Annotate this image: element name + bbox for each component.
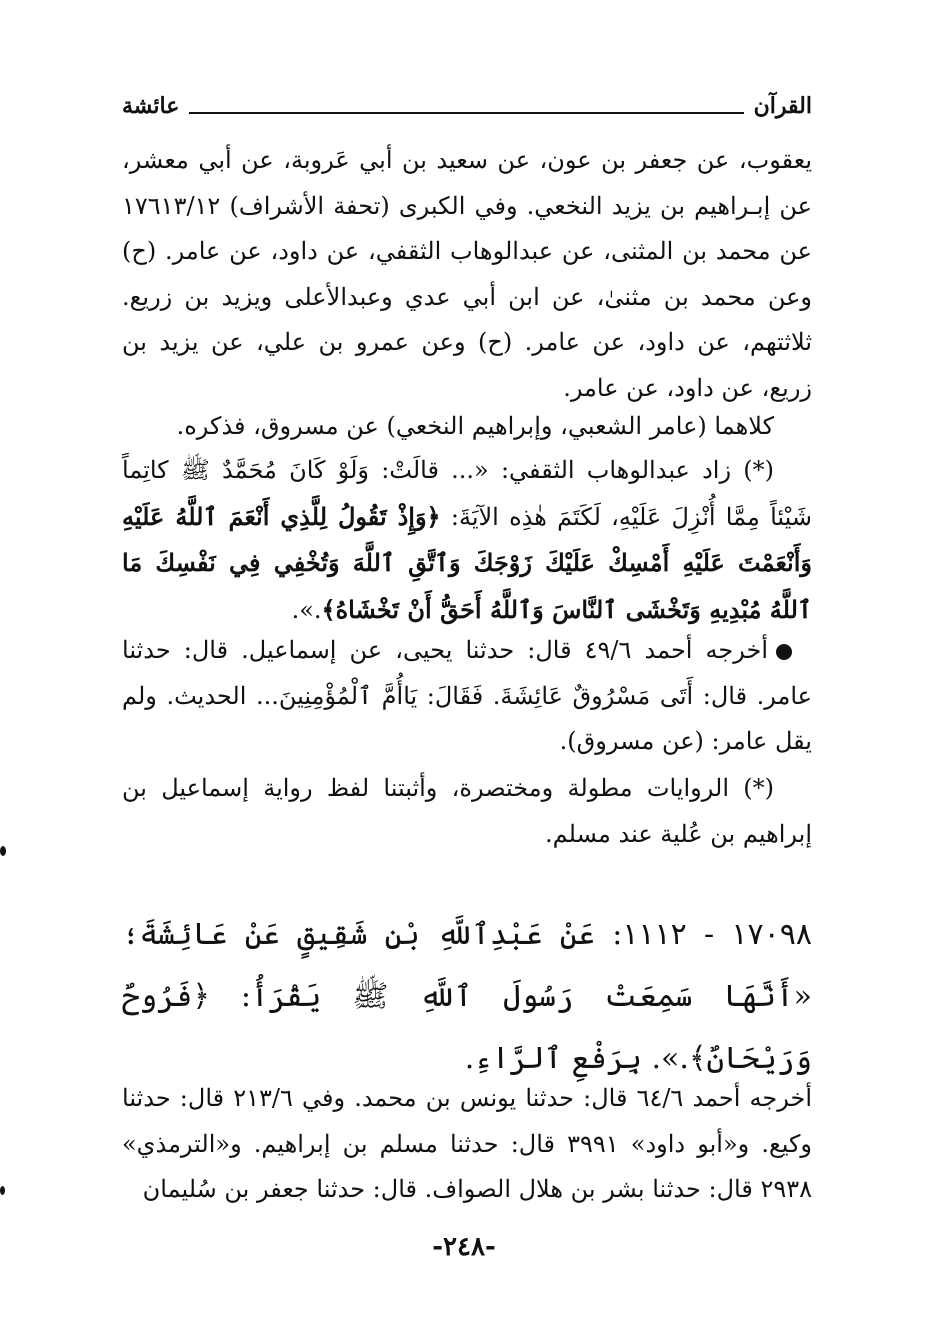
- header-book-title: القرآن: [753, 93, 812, 119]
- quran-verse: ﴿وَإِذْ تَقُولُ لِلَّذِي أَنْعَمَ ٱللَّهُ عَلَيْهِ وَأَنْعَمْتَ عَلَيْهِ أَمْسِكْ عَلَيْكَ زَوْجَكَ وَٱتَّقِ ٱللَّهَ وَتُخْفِي فِي نَفْسِكَ مَا ٱللَّهُ مُبْدِيهِ وَتَخْشَى ٱلنَّاسَ وَٱللَّهُ أَحَقُّ أَنْ تَخْشَاهُ﴾: [122, 501, 812, 624]
- paragraph-addition-note: [122, 448, 812, 633]
- paragraph-both-narrators: كلاهما (عامر الشعبي، وإبراهيم النخعي) عن مسروق، فذكره.: [176, 412, 774, 440]
- paragraph-narrations-note: (*) الروايات مطولة ومختصرة، وأثبتنا لفظ رواية إسماعيل بن إبراهيم بن عُلية عند مسلم.: [122, 774, 812, 848]
- paragraph-isnad-chains: يعقوب، عن جعفر بن عون، عن سعيد بن أبي عَروبة، عن أبي معشر، عن إبـراهيم بن يزيد النخعي. وفي الكبرى (تحفة الأشراف) ١٧٦١٣/١٢ عن محمد بن المثنى، عن عبدالوهاب الثقفي، عن داود، عن عامر. (ح) وعن محمد بن مثنىٰ، عن ابن أبي عدي وعبدالأعلى ويزيد بن زريع. ثلاثتهم، عن داود، عن عامر. (ح) وعن عمرو بن علي، عن يزيد بن زريع، عن داود، عن عامر.: [122, 146, 812, 402]
- paragraph-ahmad-takhrij: [122, 628, 812, 765]
- scan-mark: [0, 846, 6, 856]
- scan-mark: [0, 1186, 5, 1195]
- header-rule: [189, 112, 743, 114]
- running-header: [122, 86, 812, 120]
- page-number: -٢٤٨-: [432, 1232, 496, 1262]
- paragraph-hadith-takhrij: أخرجه أحمد ٦٤/٦ قال: حدثنا يونس بن محمد. وفي ٢١٣/٦ قال: حدثنا وكيع. و«أبو داود» ٣٩٩١ قال: حدثنا مسلم بن إبراهيم. و«الترمذي» ٢٩٣٨ قال: حدثنا بشر بن هلال الصواف. قال: حدثنا جعفر بن سُليمان: [122, 1084, 813, 1203]
- bullet-dot-icon: [776, 644, 792, 660]
- hadith-text: ١٧٠٩٨ - ١١١٢: عَنْ عَبْدِٱللَّهِ بْنِ شَقِيقٍ عَنْ عَائِشَةَ؛ «أَنَّهَا سَمِعَتْ رَسُولَ ٱللَّهِ ﷺ يَقْرَأُ: ﴿فَرُوحٌ وَرَيْحَانٌ﴾.». بِرَفْعِ ٱلرَّاءِ.: [122, 917, 812, 1076]
- header-chapter-title: عائشة: [122, 93, 180, 119]
- addition-text: (*) زاد عبدالوهاب الثقفي: «... قالَتْ: وَلَوْ كَانَ مُحَمَّدٌ ﷺ كاتِماً شَيْئاً مِمَّا أُنْزِلَ عَلَيْهِ، لَكَتَمَ هٰذِه الآيَةَ:: [122, 456, 812, 531]
- ahmad-text: أخرجه أحمد ٤٩/٦ قال: حدثنا يحيى، عن إسماعيل. قال: حدثنا عامر. قال: أَتَى مَسْرُوقٌ عَائِشَةَ. فَقَالَ: يَاأُمَّ ٱلْمُؤْمِنِينَ... الحديث. ولم يقل عامر: (عن مسروق).: [122, 636, 812, 755]
- addition-suffix: .».: [291, 595, 322, 624]
